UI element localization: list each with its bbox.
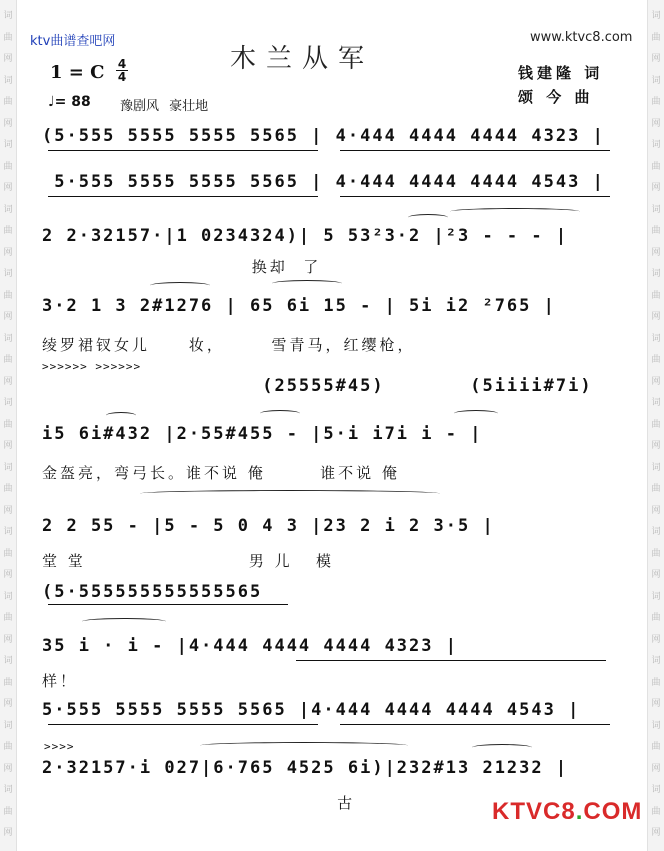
margin-char-right: 曲 [651,806,661,817]
beam-line-9 [296,660,606,661]
margin-char-right: 词 [651,11,661,21]
margin-char-left: 词 [3,333,13,344]
margin-char-right: 网 [651,441,661,451]
margin-char-right: 网 [651,54,661,64]
margin-char-right: 曲 [651,677,661,688]
margin-char-right: 词 [651,656,661,666]
composer-credit: 颂 今 曲 [518,88,594,106]
style-marking: 豫剧风 豪壮地 [120,99,209,114]
score-line-4: 3·2 1 3 2#1276 | 65 6i 15 - | 5i i2 ²765 | [42,296,556,316]
lyric-line-9: 样！ [42,672,79,690]
beam-line-1 [48,150,318,151]
slur-7-long [140,490,440,497]
margin-char-right: 词 [651,269,661,279]
ktvc8-watermark-logo [492,798,642,826]
song-title: 木兰从军 [230,44,375,74]
margin-char-left: 网 [3,634,13,645]
beam-line-2b [340,196,610,197]
time-signature [116,58,128,83]
margin-char-left: 曲 [3,97,13,107]
margin-char-left: 曲 [3,742,13,752]
accent-marks-5: >>>>>> >>>>>> [42,360,142,373]
time-signature-bottom: 4 [117,70,127,84]
margin-char-left: 词 [3,140,13,150]
margin-char-left: 词 [3,462,13,473]
margin-char-left: 网 [3,441,13,451]
margin-char-right: 曲 [651,290,661,301]
margin-char-right: 曲 [651,355,661,365]
margin-char-right: 曲 [651,742,661,752]
lyric-line-4: 绫罗裙钗女儿 妆， 雪青马，红缨枪， [42,336,416,354]
margin-char-left: 网 [3,118,13,129]
margin-char-right: 曲 [651,484,661,494]
margin-char-right: 曲 [651,548,661,559]
margin-char-left: 网 [3,54,13,64]
margin-char-right: 曲 [651,613,661,623]
margin-char-right: 词 [651,333,661,344]
margin-char-right: 曲 [651,97,661,107]
margin-char-right: 网 [651,570,661,580]
margin-char-right: 网 [651,247,661,258]
beam-line-10 [48,724,318,725]
margin-char-right: 词 [651,398,661,408]
site-watermark-right[interactable]: www.ktvc8.com [530,30,633,45]
slur-3b [450,208,580,215]
score-line-5: (25555#45) (5iiii#7i) [42,376,593,396]
margin-char-right: 网 [651,505,661,516]
margin-char-left: 词 [3,785,13,795]
margin-char-left: 网 [3,312,13,322]
margin-char-right: 词 [651,75,661,86]
score-line-9: 35 i · i - |4·444 4444 4444 4323 | [42,636,458,656]
margin-char-right: 网 [651,699,661,709]
watermark-main: KTVC8 [492,798,576,825]
margin-char-left: 词 [3,269,13,279]
slur-6c [454,410,498,417]
slur-11b [472,744,532,751]
lyric-line-11: 古 [42,794,356,812]
margin-char-left: 词 [3,11,13,21]
margin-char-right: 网 [651,118,661,129]
margin-char-right: 曲 [651,32,661,43]
margin-char-left: 曲 [3,161,13,172]
margin-char-left: 网 [3,699,13,709]
margin-char-left: 曲 [3,806,13,817]
watermark-tail: COM [583,798,643,825]
slur-9 [82,618,166,625]
site-watermark-left[interactable]: ktv曲谱查吧网 [30,34,116,49]
key-signature: 1 = C [50,62,105,83]
margin-char-right: 词 [651,720,661,731]
slur-11a [200,742,408,749]
beam-line-2 [48,196,318,197]
margin-char-left: 词 [3,398,13,408]
score-line-11: 2·32157·i 027|6·765 4525 6i)|232#13 21232 | [42,758,569,778]
beam-line-10b [340,724,610,725]
score-line-2: 5·555 5555 5555 5565 | 4·444 4444 4444 4543 | [42,172,605,192]
score-line-1: (5·555 5555 5555 5565 | 4·444 4444 4444 4323 | [42,126,605,146]
margin-char-left: 网 [3,570,13,580]
margin-char-right: 词 [651,527,661,537]
score-line-8: (5·555555555555565 [42,582,263,602]
margin-char-left: 词 [3,720,13,731]
tempo-marking: ♩= 88 [48,94,91,110]
beam-line-1b [340,150,610,151]
margin-char-right: 曲 [651,419,661,430]
margin-char-right: 网 [651,828,661,838]
margin-char-right: 网 [651,763,661,774]
score-line-10: 5·555 5555 5555 5565 |4·444 4444 4444 4543 | [42,700,581,720]
margin-char-right: 网 [651,634,661,645]
margin-char-left: 网 [3,183,13,193]
margin-char-left: 曲 [3,677,13,688]
margin-char-right: 曲 [651,161,661,172]
margin-char-right: 词 [651,591,661,602]
margin-char-left: 曲 [3,548,13,559]
margin-char-left: 网 [3,247,13,258]
margin-char-left: 词 [3,527,13,537]
slur-4b [272,280,342,287]
margin-char-right: 网 [651,183,661,193]
margin-char-left: 网 [3,763,13,774]
score-line-6: i5 6i#432 |2·55#455 - |5·i i7i i - | [42,424,483,444]
margin-char-right: 词 [651,140,661,150]
margin-char-left: 词 [3,591,13,602]
lyric-line-3: 换却 了 [42,258,322,276]
margin-char-left: 词 [3,656,13,666]
watermark-dot: . [575,798,584,825]
lyric-line-7: 堂 堂 男 儿 模 [42,552,334,570]
score-line-7: 2 2 55 - |5 - 5 0 4 3 |23 2 i 2 3·5 | [42,516,495,536]
margin-char-left: 网 [3,505,13,516]
slur-6b [260,410,300,417]
margin-char-left: 词 [3,75,13,86]
beam-line-8 [48,604,288,605]
margin-char-left: 曲 [3,32,13,43]
margin-char-left: 网 [3,828,13,838]
margin-char-left: 曲 [3,484,13,494]
lyricist-credit: 钱建隆 词 [518,64,604,82]
margin-char-right: 词 [651,462,661,473]
slur-6a [106,412,136,419]
margin-char-left: 曲 [3,419,13,430]
margin-char-right: 曲 [651,226,661,236]
margin-char-right: 网 [651,312,661,322]
accent-marks-11: >>>> [44,740,75,753]
time-signature-top: 4 [117,57,127,71]
margin-char-left: 词 [3,204,13,215]
margin-char-left: 曲 [3,226,13,236]
margin-char-left: 曲 [3,355,13,365]
margin-char-left: 网 [3,376,13,387]
margin-char-left: 曲 [3,290,13,301]
lyric-line-6: 金盔亮，弯弓长。谁不说 俺 谁不说 俺 [42,464,400,482]
score-line-3: 2 2·32157·|1 0234324)| 5 53²3·2 |²3 - - - | [42,226,569,246]
margin-char-right: 词 [651,785,661,795]
slur-4a [150,282,210,289]
margin-char-right: 网 [651,376,661,387]
slur-3a [408,214,448,221]
margin-char-right: 词 [651,204,661,215]
margin-char-left: 曲 [3,613,13,623]
